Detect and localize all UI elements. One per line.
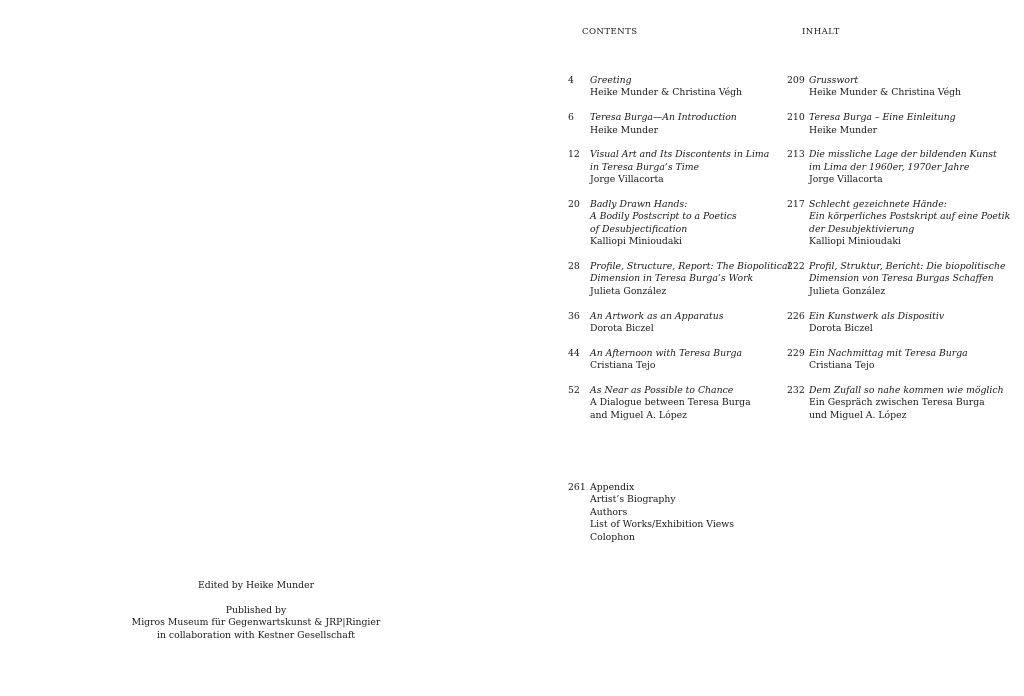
toc-entry: [787, 311, 1012, 336]
toc-title-line: Schlecht gezeichnete Hände:: [809, 199, 947, 211]
toc-english: [568, 75, 791, 435]
toc-title-line: Teresa Burga – Eine Einleitung: [809, 112, 956, 124]
toc-entry: [568, 311, 788, 336]
toc-author-line: Jorge Villacorta: [809, 174, 883, 186]
toc-page-number: 52: [568, 385, 580, 397]
toc-title-line: Dem Zufall so nahe kommen wie möglich: [809, 385, 1004, 397]
toc-page-number: 229: [787, 347, 805, 359]
toc-page-number: 213: [787, 149, 805, 161]
toc-page-number: 4: [568, 75, 574, 86]
toc-author-line: and Miguel A. López: [590, 409, 688, 421]
toc-entry: [787, 149, 1012, 186]
toc-title-line: im Lima der 1960er, 1970er Jahre: [809, 161, 970, 173]
toc-entry: [787, 348, 1012, 373]
toc-page-number: 6: [568, 112, 574, 124]
toc-title-line: Die missliche Lage der bildenden Kunst: [809, 149, 997, 161]
toc-page-number: 209: [787, 75, 805, 86]
toc-author-line: A Dialogue between Teresa Burga: [590, 397, 751, 409]
inhalt-heading: INHALT: [802, 27, 840, 37]
toc-entry-body: [590, 385, 788, 422]
toc-entry: [568, 112, 788, 137]
appendix-line: List of Works/Exhibition Views: [590, 519, 735, 531]
toc-title-line: der Desubjektivierung: [809, 223, 915, 235]
toc-author-line: Heike Munder & Christina Végh: [590, 87, 743, 99]
toc-entry-body: [590, 348, 788, 373]
toc-page-number: 20: [568, 199, 580, 211]
toc-title-line: Dimension von Teresa Burgas Schaffen: [809, 273, 994, 285]
toc-entry-body: [809, 348, 1012, 373]
toc-title-line: Profile, Structure, Report: The Biopolitical: [590, 261, 791, 273]
toc-entry: [787, 112, 1012, 137]
toc-entry-body: [809, 199, 1012, 249]
toc-entry: [787, 261, 1012, 298]
toc-german: [787, 75, 1012, 435]
right-page: [512, 0, 1024, 696]
toc-page-number: 226: [787, 310, 805, 322]
toc-entry-body: [590, 261, 791, 298]
toc-entry: [568, 75, 788, 100]
appendix-lines: [590, 482, 734, 544]
toc-title-line: As Near as Possible to Chance: [590, 385, 734, 397]
toc-entry: [787, 75, 1012, 100]
appendix-entry: [568, 482, 734, 544]
toc-page-number: 217: [787, 199, 805, 211]
appendix-line: Artist’s Biography: [590, 494, 676, 506]
toc-entry: [568, 261, 791, 298]
toc-page-number: 232: [787, 385, 805, 397]
toc-entry: [568, 385, 788, 422]
appendix-page-number: 261: [568, 482, 586, 493]
toc-author-line: Cristiana Tejo: [590, 360, 656, 372]
appendix-line: Appendix: [590, 482, 635, 493]
toc-title-line: An Afternoon with Teresa Burga: [590, 347, 743, 359]
toc-entry: [787, 385, 1012, 422]
toc-title-line: Badly Drawn Hands:: [590, 199, 688, 211]
toc-entry-body: [809, 149, 1012, 186]
toc-title-line: Teresa Burga—An Introduction: [590, 112, 737, 124]
toc-page-number: 44: [568, 347, 580, 359]
toc-author-line: Heike Munder: [590, 124, 659, 136]
toc-entry-body: [809, 112, 1012, 137]
toc-entry-body: [809, 385, 1012, 422]
toc-title-line: An Artwork as an Apparatus: [590, 310, 724, 322]
toc-title-line: Ein körperliches Postskript auf eine Poetik: [809, 211, 1011, 223]
toc-author-line: Kalliopi Minioudaki: [590, 236, 683, 248]
toc-title-line: Ein Nachmittag mit Teresa Burga: [809, 347, 968, 359]
published-by-label: Published by: [225, 604, 287, 616]
edited-by: Edited by Heike Munder: [197, 580, 315, 591]
toc-entry: [568, 199, 788, 249]
toc-author-line: Heike Munder & Christina Végh: [809, 87, 962, 99]
collaboration-line: in collaboration with Kestner Gesellschaft: [156, 629, 356, 641]
toc-entry-body: [590, 149, 788, 186]
toc-author-line: Jorge Villacorta: [590, 174, 664, 186]
toc-entry: [568, 149, 788, 186]
toc-entry: [568, 348, 788, 373]
toc-page-number: 36: [568, 310, 580, 322]
toc-page-number: 222: [787, 261, 805, 273]
appendix-line: Colophon: [590, 531, 635, 543]
contents-heading: CONTENTS: [582, 27, 638, 37]
toc-author-line: Kalliopi Minioudaki: [809, 236, 902, 248]
toc-title-line: Dimension in Teresa Burga’s Work: [590, 273, 754, 285]
toc-title-line: Profil, Struktur, Bericht: Die biopolitische: [809, 261, 1006, 273]
appendix-line: Authors: [590, 506, 628, 518]
toc-title-line: A Bodily Postscript to a Poetics: [590, 211, 737, 223]
toc-entry-body: [590, 75, 788, 100]
toc-title-line: in Teresa Burga’s Time: [590, 161, 700, 173]
toc-author-line: Heike Munder: [809, 124, 878, 136]
toc-entry-body: [590, 112, 788, 137]
toc-entry: [787, 199, 1012, 249]
toc-author-line: Dorota Biczel: [590, 323, 654, 335]
publisher-line: Migros Museum für Gegenwartskunst & JRP|Ringier: [131, 617, 381, 629]
toc-author-line: Cristiana Tejo: [809, 360, 875, 372]
toc-entry-body: [590, 311, 788, 336]
toc-author-line: und Miguel A. López: [809, 409, 907, 421]
toc-entry-body: [809, 311, 1012, 336]
toc-entry-body: [809, 261, 1012, 298]
toc-title-line: Ein Kunstwerk als Dispositiv: [809, 310, 945, 322]
imprint: [126, 580, 386, 642]
toc-author-line: Dorota Biczel: [809, 323, 873, 335]
toc-page-number: 12: [568, 149, 580, 161]
toc-title-line: Visual Art and Its Discontents in Lima: [590, 149, 770, 161]
toc-page-number: 28: [568, 261, 580, 273]
toc-title-line: Greeting: [590, 75, 632, 86]
toc-entry-body: [590, 199, 788, 249]
toc-entry-body: [809, 75, 1012, 100]
toc-title-line: of Desubjectification: [590, 223, 688, 235]
toc-title-line: Grusswort: [809, 75, 859, 86]
toc-author-line: Julieta González: [809, 285, 886, 297]
toc-author-line: Julieta González: [590, 285, 667, 297]
toc-author-line: Ein Gespräch zwischen Teresa Burga: [809, 397, 985, 409]
toc-page-number: 210: [787, 112, 805, 124]
